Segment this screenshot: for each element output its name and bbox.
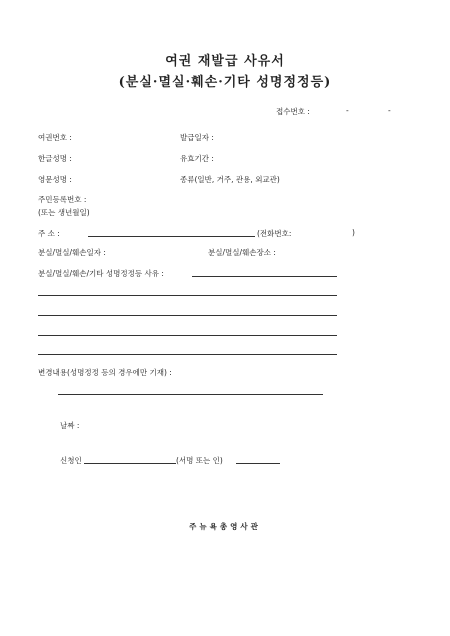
loss-date-label: 분실/멸실/훼손일자 : bbox=[38, 248, 106, 257]
applicant-label: 신청인 bbox=[60, 456, 82, 465]
birth-date-label: (또는 생년월일) bbox=[38, 208, 90, 217]
phone-close: ) bbox=[352, 228, 355, 237]
signature-label: (서명 또는 인) bbox=[176, 456, 223, 465]
signature-line bbox=[236, 463, 280, 464]
page-title: 여권 재발급 사유서 bbox=[165, 54, 285, 69]
date-label: 날짜 : bbox=[60, 421, 80, 430]
reason-line-2 bbox=[38, 295, 337, 296]
applicant-line bbox=[84, 463, 176, 464]
page-subtitle: (분실·멸실·훼손·기타 성명정정등) bbox=[118, 75, 332, 90]
reason-line-3 bbox=[38, 315, 337, 316]
resident-number-label: 주민등록번호 : bbox=[38, 195, 87, 204]
address-line bbox=[88, 236, 255, 237]
receipt-dash-1: - bbox=[346, 106, 349, 115]
reason-line-5 bbox=[38, 354, 337, 355]
phone-label: (전화번호: bbox=[257, 229, 292, 238]
english-name-label: 영문성명 : bbox=[38, 175, 72, 184]
receipt-dash-2: - bbox=[388, 106, 391, 115]
address-label: 주 소 : bbox=[38, 229, 60, 238]
reason-line-1 bbox=[192, 276, 337, 277]
issue-date-label: 발급일자 : bbox=[180, 133, 214, 142]
passport-type-label: 종류(일반, 거주, 관용, 외교관) bbox=[180, 175, 280, 184]
change-content-label: 변경내용(성명정정 등의 경우에만 기재) : bbox=[38, 368, 172, 377]
korean-name-label: 한글성명 : bbox=[38, 154, 72, 163]
reason-line-4 bbox=[38, 335, 337, 336]
reason-label: 분실/멸실/훼손/기타 성명정정등 사유 : bbox=[38, 269, 164, 278]
validity-label: 유효기간 : bbox=[180, 154, 214, 163]
loss-place-label: 분실/멸실/훼손장소 : bbox=[208, 248, 276, 257]
receipt-number-label: 접수번호 : bbox=[276, 107, 310, 116]
passport-number-label: 여권번호 : bbox=[38, 133, 72, 142]
issuing-office: 주뉴욕총영사관 bbox=[189, 522, 261, 531]
change-content-line bbox=[58, 394, 323, 395]
